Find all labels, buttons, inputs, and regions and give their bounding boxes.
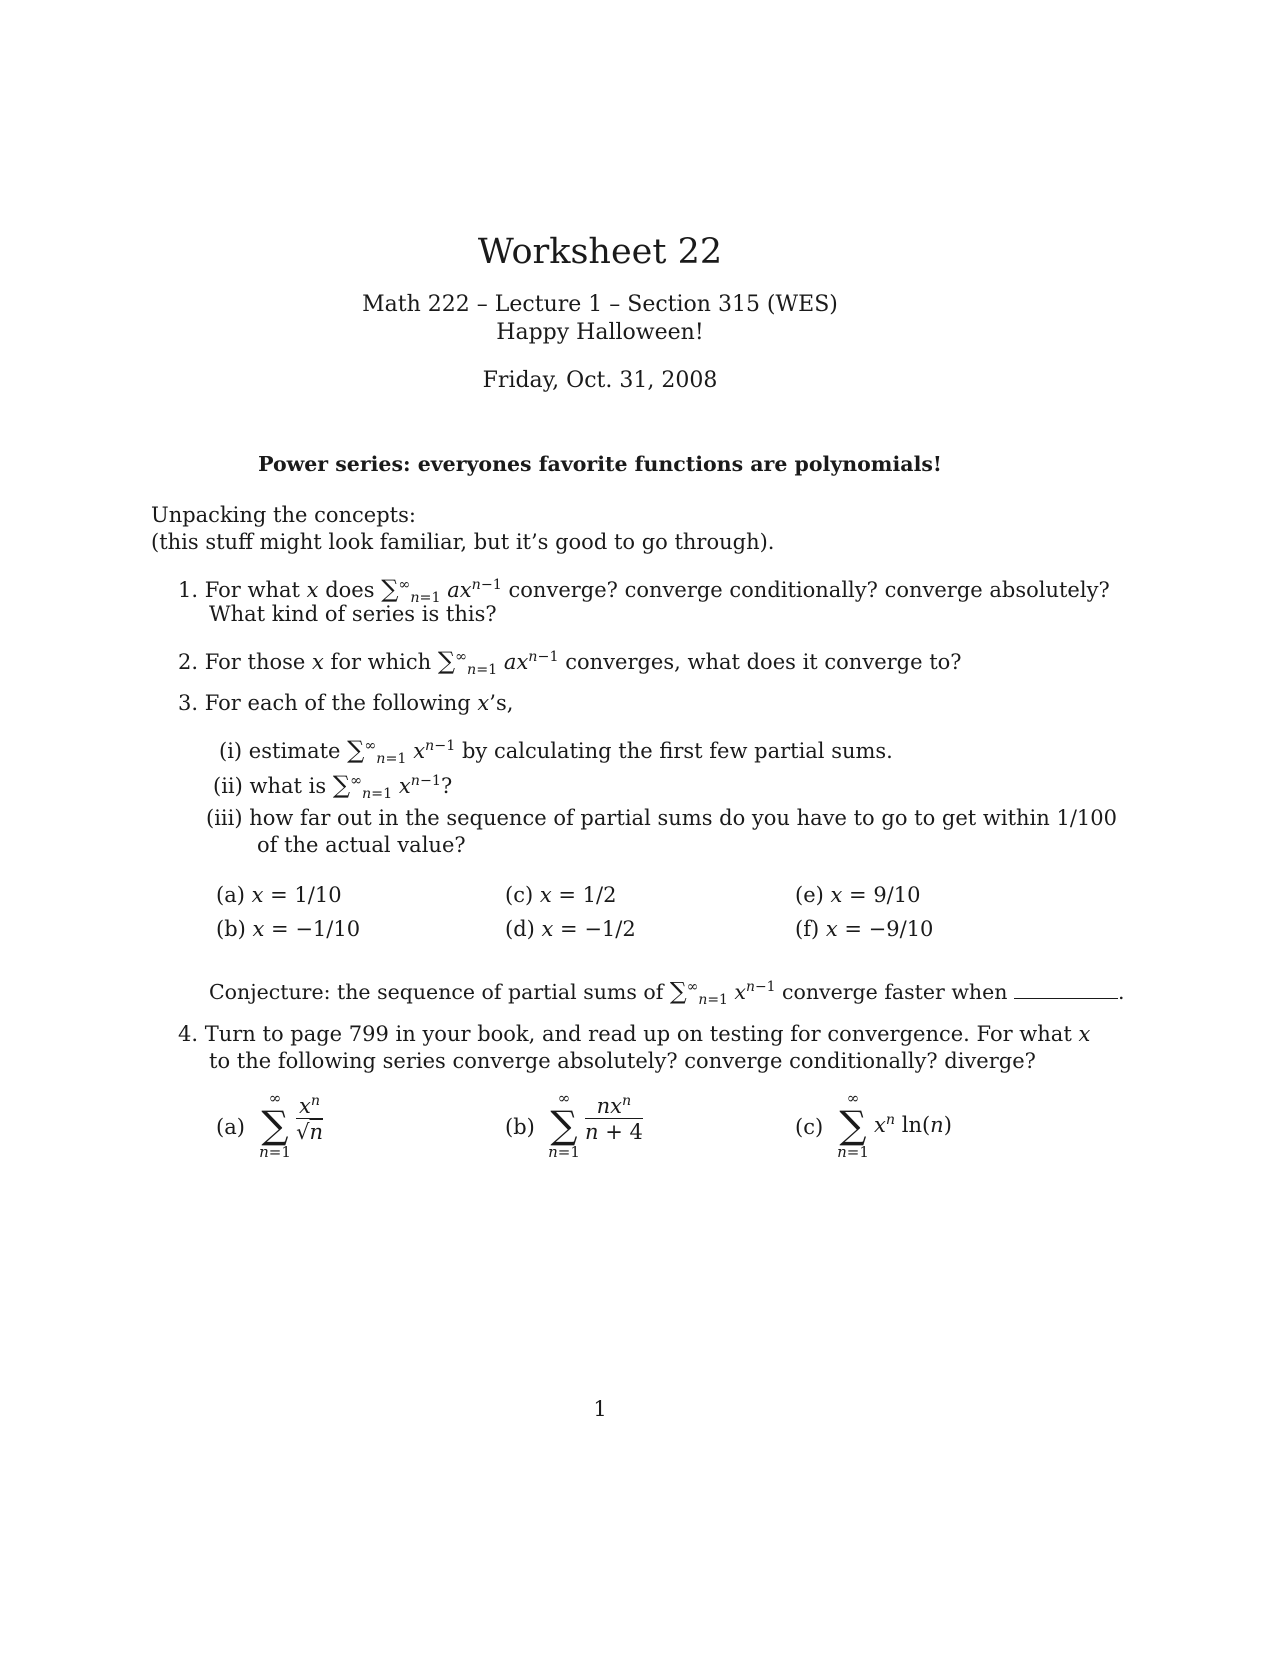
q3-part-ii xyxy=(213,771,453,803)
series-c-term: $x^n$ ln(n) xyxy=(874,1112,952,1137)
x-value-f: (f) x = −9/10 xyxy=(795,917,934,941)
q3-var: x xyxy=(477,691,490,715)
page-number: 1 xyxy=(593,1397,607,1421)
series-c-sigma: ∞ ∑ n=1 xyxy=(837,1089,869,1161)
q2-var: x xyxy=(312,650,324,674)
q3-i-pre: estimate xyxy=(248,739,341,763)
q1-var: x xyxy=(306,578,319,602)
intro-line-1: Unpacking the concepts: xyxy=(151,503,416,527)
q1-does: does xyxy=(325,578,375,602)
q2-series-formula: $\sum^\infty_{n=1}$ $ax^{n-1}$ xyxy=(437,647,559,679)
q2-number: 2. xyxy=(178,650,199,674)
q3-iii-line-1: how far out in the sequence of partial sums do you have to go to get within 1/100 xyxy=(249,806,1117,830)
q4-number: 4. xyxy=(178,1022,199,1046)
q4-line-1: Turn to page 799 in your book, and read up on testing for convergence. For what xyxy=(204,1022,1072,1046)
question-3 xyxy=(178,691,513,715)
q3-part-i xyxy=(219,736,893,768)
x-value-c: (c) x = 1/2 xyxy=(505,883,617,907)
q3-ii-formula: $\sum^\infty_{n=1}$ $x^{n-1}$? xyxy=(332,771,453,803)
date-line: Friday, Oct. 31, 2008 xyxy=(482,368,718,393)
q1-series-formula: $\sum^\infty_{n=1}$ $ax^{n-1}$ xyxy=(381,575,502,607)
question-2 xyxy=(178,647,962,679)
q4-line-2: to the following series converge absolutely? converge conditionally? diverge? xyxy=(209,1049,1036,1073)
question-1 xyxy=(178,575,1110,607)
q3-ii-label: (ii) xyxy=(213,774,243,798)
q2-pre: For those xyxy=(204,650,306,674)
q3-ii-pre: what is xyxy=(249,774,327,798)
series-a-label: (a) xyxy=(216,1115,245,1139)
x-value-e: (e) x = 9/10 xyxy=(795,883,921,907)
series-c-label: (c) xyxy=(795,1115,824,1139)
q3-pre: For each of the following xyxy=(204,691,471,715)
q1-number: 1. xyxy=(178,578,199,602)
question-4: 4. Turn to page 799 in your book, and read up on testing for convergence. For what x xyxy=(178,1022,1091,1046)
intro-line-2: (this stuff might look familiar, but it’s good to go through). xyxy=(151,530,775,554)
series-b-sigma: ∞ ∑ n=1 xyxy=(548,1089,580,1161)
q2-post: converges, what does it converge to? xyxy=(565,650,962,674)
q3-iii-line-2: of the actual value? xyxy=(257,833,466,857)
conjecture-blank[interactable] xyxy=(1014,980,1118,999)
q3-iii-label: (iii) xyxy=(206,806,243,830)
q3-part-iii xyxy=(206,806,1117,830)
worksheet-title: Worksheet 22 xyxy=(477,232,723,272)
section-heading: Power series: everyones favorite functions are polynomials! xyxy=(258,452,942,476)
q3-i-post: by calculating the first few partial sums. xyxy=(461,739,893,763)
series-a-sigma: ∞ ∑ n=1 xyxy=(259,1089,291,1161)
greeting-line: Happy Halloween! xyxy=(496,320,704,345)
course-line: Math 222 – Lecture 1 – Section 315 (WES) xyxy=(362,292,838,317)
q2-for-which: for which xyxy=(330,650,432,674)
q3-i-label: (i) xyxy=(219,739,243,763)
q3-post: ’s, xyxy=(489,691,514,715)
q3-i-formula: $\sum^\infty_{n=1}$ $x^{n-1}$ xyxy=(347,736,456,768)
series-b-term: $\frac{nx^n}{n + 4}$ xyxy=(585,1093,643,1144)
q1-pre: For what xyxy=(204,578,300,602)
q3-number: 3. xyxy=(178,691,199,715)
series-a-term: $\frac{x^n}{√n}$ xyxy=(296,1093,323,1144)
conjecture-pre: Conjecture: the sequence of partial sums of xyxy=(209,980,664,1004)
x-value-b: (b) x = −1/10 xyxy=(216,917,361,941)
q1-line-2: What kind of series is this? xyxy=(209,602,497,626)
conjecture-formula: $\sum^\infty_{n=1}$ $x^{n-1}$ xyxy=(669,977,776,1009)
q1-post: converge? converge conditionally? converge absolutely? xyxy=(508,578,1110,602)
series-b-label: (b) xyxy=(505,1115,535,1139)
x-value-a: (a) x = 1/10 xyxy=(216,883,342,907)
conjecture: Conjecture: the sequence of partial sums of $\sum^\infty_{n=1}$ $x^{n-1}$ converge faster when . xyxy=(209,977,1125,1009)
conjecture-post: converge faster when xyxy=(782,980,1008,1004)
x-value-d: (d) x = −1/2 xyxy=(505,917,636,941)
